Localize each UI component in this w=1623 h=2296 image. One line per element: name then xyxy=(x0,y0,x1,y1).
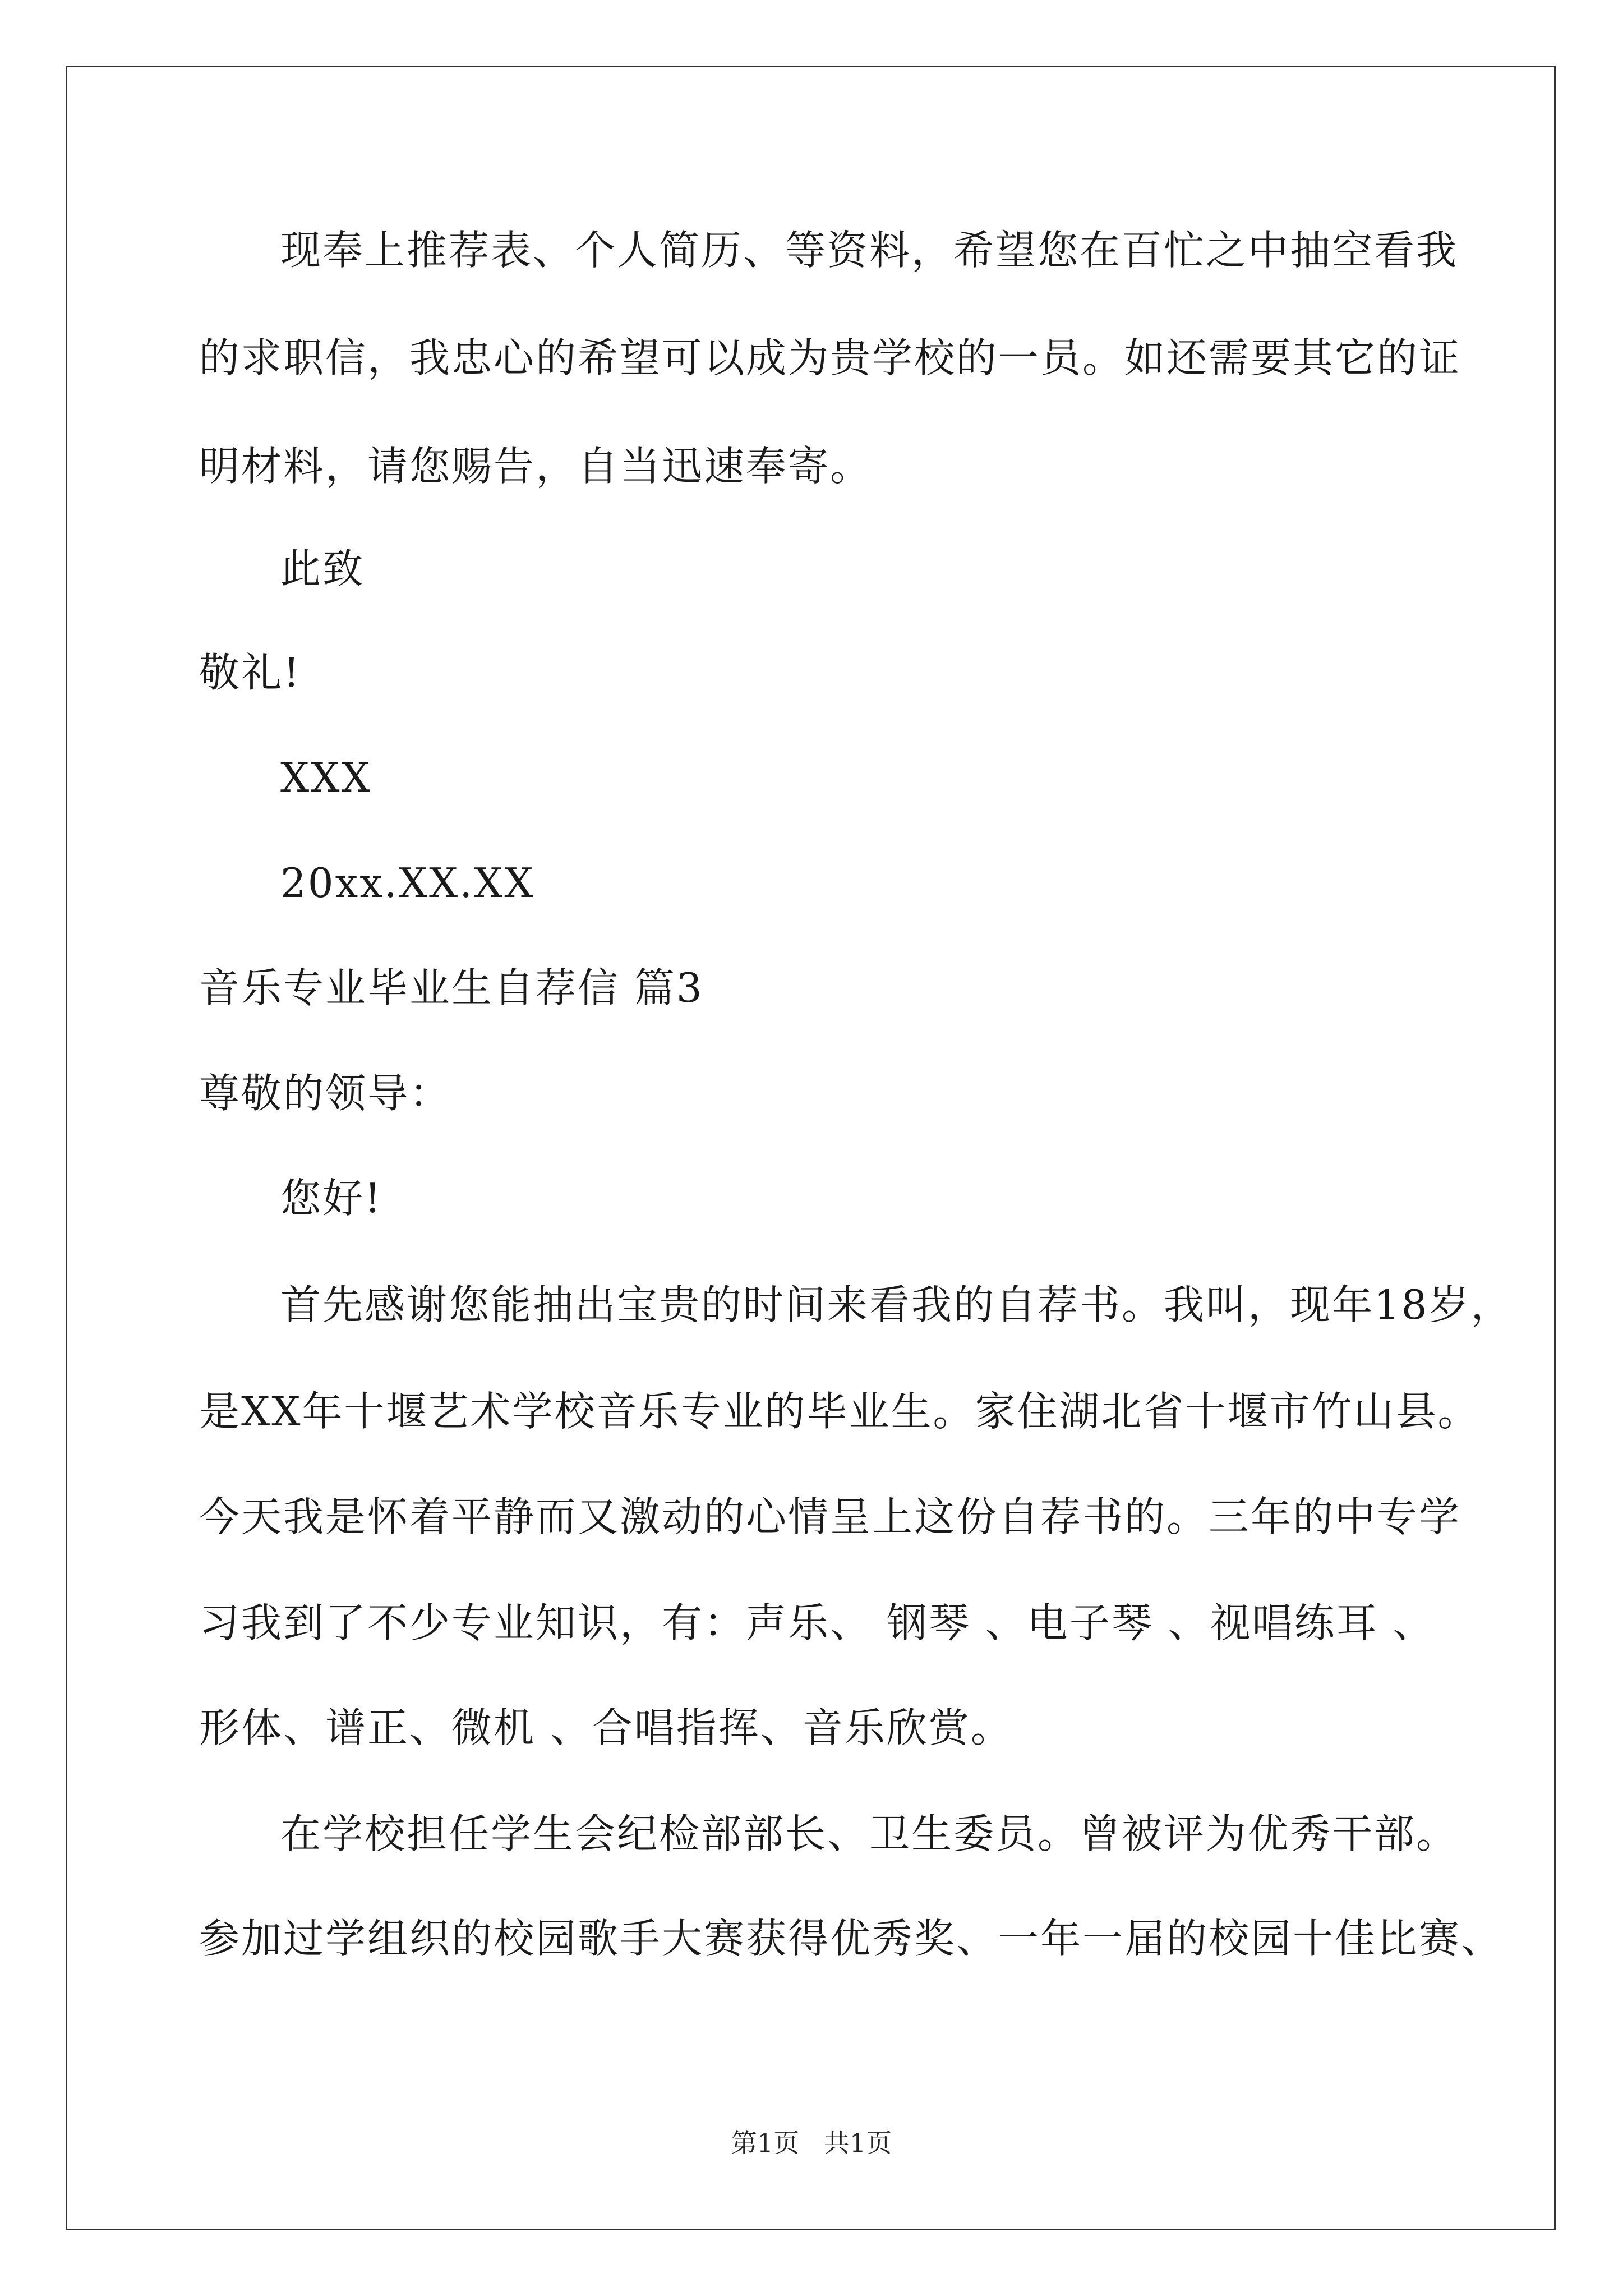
body-line-10: 参加过学组织的校园歌手大赛获得优秀奖、一年一届的校园十佳比赛、 xyxy=(199,1915,1504,1962)
greeting: 您好! xyxy=(280,1175,382,1222)
greeting-address: 尊敬的领导： xyxy=(199,1070,452,1117)
body-line-8: 形体、谱正、微机 、合唱指挥、音乐欣赏。 xyxy=(199,1704,1013,1751)
closing-salutation: 此致 xyxy=(280,545,365,592)
body-line-3: 明材料，请您赐告，自当迅速奉寄。 xyxy=(199,443,873,490)
section-heading: 音乐专业毕业生自荐信 篇3 xyxy=(199,964,704,1011)
body-line-7: 习我到了不少专业知识，有：声乐、 钢琴 、电子琴 、视唱练耳 、 xyxy=(199,1599,1435,1646)
body-line-1: 现奉上推荐表、个人简历、等资料，希望您在百忙之中抽空看我 xyxy=(280,227,1459,274)
body-line-5: 是XX年十堰艺术学校音乐专业的毕业生。家住湖北省十堰市竹山县。 xyxy=(199,1388,1480,1435)
page-footer: 第1页 共1页 xyxy=(731,2128,892,2158)
signature-date: 20xx.XX.XX xyxy=(280,859,535,907)
body-line-6: 今天我是怀着平静而又激动的心情呈上这份自荐书的。三年的中专学 xyxy=(199,1493,1461,1540)
signature-name: XXX xyxy=(280,754,372,801)
body-line-9: 在学校担任学生会纪检部部长、卫生委员。曾被评为优秀干部。 xyxy=(280,1810,1459,1857)
closing-regards: 敬礼! xyxy=(199,649,301,696)
body-line-4: 首先感谢您能抽出宝贵的时间来看我的自荐书。我叫，现年18岁， xyxy=(280,1281,1513,1328)
page-border xyxy=(66,66,1556,2230)
body-line-2: 的求职信，我忠心的希望可以成为贵学校的一员。如还需要其它的证 xyxy=(199,334,1461,381)
